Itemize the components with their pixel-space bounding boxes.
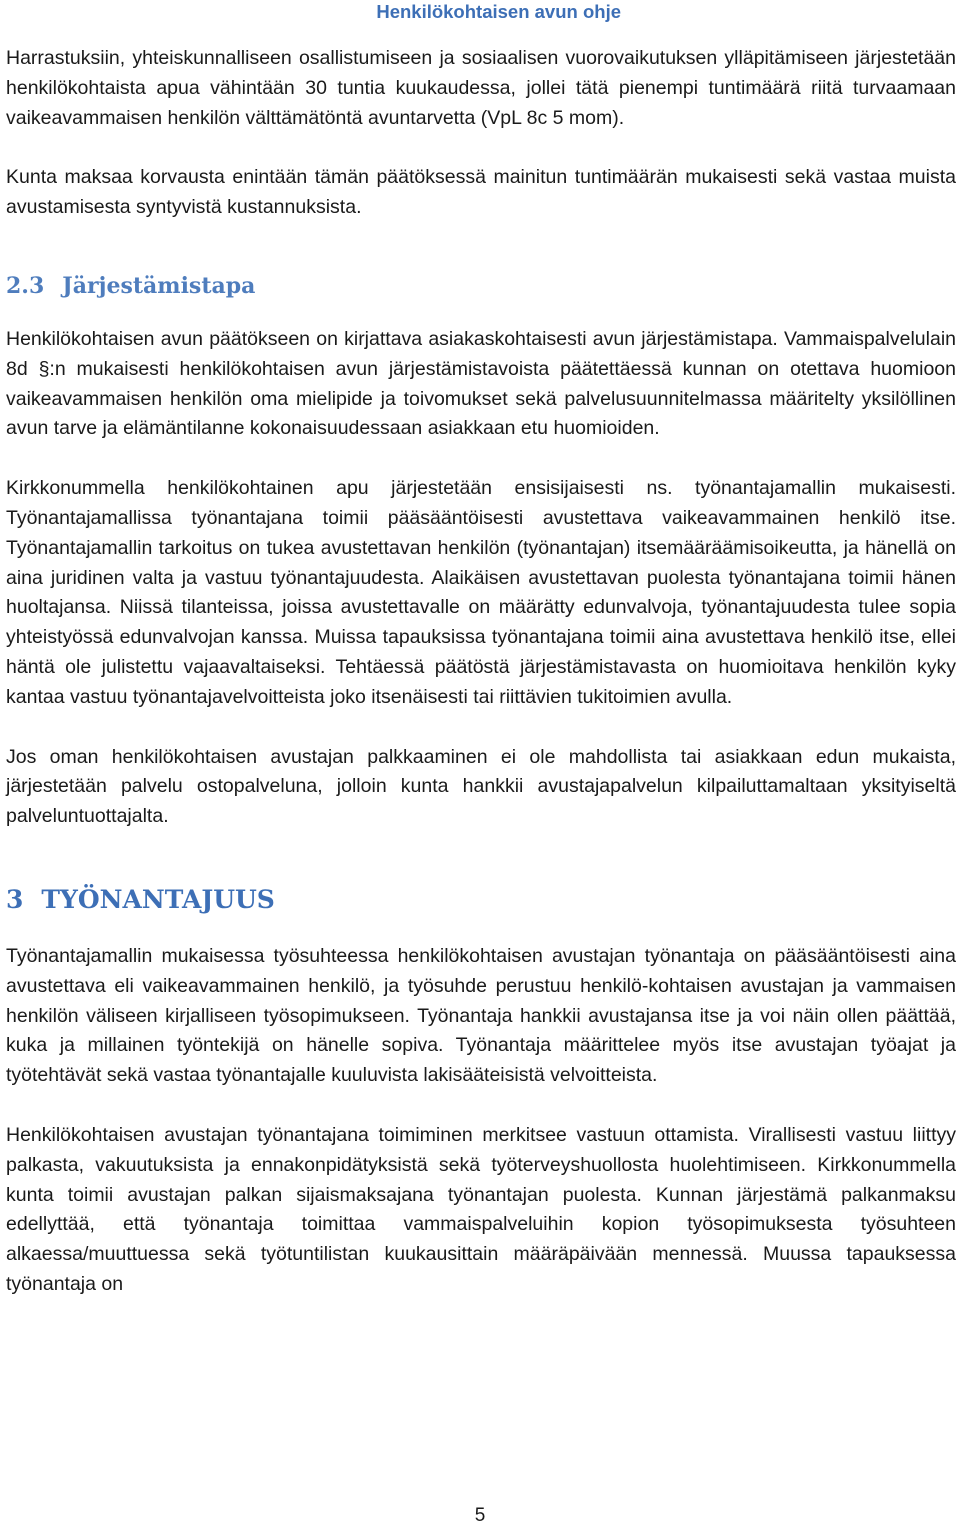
section-number: 2.3 xyxy=(6,272,45,299)
section-title: Järjestämistapa xyxy=(62,272,256,299)
section-number: 3 xyxy=(6,884,24,914)
section-heading-2-3 xyxy=(6,271,956,301)
paragraph-vastuu: Henkilökohtaisen avustajan työnantajana toimiminen merkitsee vastuun ottamista. Virallisesti vastuu liittyy palkasta, vakuutuksista ja ennakonpidätyksistä sekä työterveyshuollosta huolehtimiseen. Kirkkonummella kunta toimii avustajan palkan sijaismaksajana työnantajan puolesta. Kunnan järjestämä palkanmaksu edellyttää, että työnantaja toimittaa vammaispalveluihin kopion työsopimuksesta työsuhteen alkaessa/muuttuessa sekä työtuntilistan kuukausittain määräpäivään mennessä. Muussa tapauksessa työnantaja on xyxy=(6,1123,956,1295)
paragraph-kunta-maksaa: Kunta maksaa korvausta enintään tämän päätöksessä mainitun tuntimäärän mukaisesti sekä vastaa muista avustamisesta syntyvistä kustannuksista. xyxy=(6,166,956,219)
paragraph-harrastuksiin: Harrastuksiin, yhteiskunnalliseen osallistumiseen ja sosiaalisen vuorovaikutuksen ylläpitämiseen järjestetään henkilökohtaista apua vähintään 30 tuntia kuukaudessa, jollei tätä pienempi tuntimäärä riitä turvaamaan vaikeavammaisen henkilön välttämätöntä avuntarvetta (VpL 8c 5 mom). xyxy=(6,47,956,129)
document-page xyxy=(6,0,956,1300)
section-heading-3 xyxy=(6,884,956,916)
section-title: TYÖNANTAJUUS xyxy=(41,884,275,914)
paragraph-tyonantajamalli: Kirkkonummella henkilökohtainen apu järjestetään ensisijaisesti ns. työnantajamallin mukaisesti. Työnantajamallissa työnantajana toimii pääsääntöisesti avustettava vaikeavammainen henkilö itse. Työnantajamallin tarkoitus on tukea avustettavan henkilön (työnantajan) itsemääräämisoikeutta, ja hänellä on aina juridinen valta ja vastuu työnantajuudesta. Alaikäisen avustettavan puolesta työnantajana toimii hänen huoltajansa. Niissä tilanteissa, joissa avustettavalle on määrätty edunvalvoja, työnantajuudesta tulee sopia yhteistyössä edunvalvojan kanssa. Muissa tapauksissa työnantajana toimii aina avustettava henkilö itse, ellei häntä ole julistettu vajaavaltaiseksi. Tehtäessä päätöstä järjestämistavasta on huomioitava henkilön kyky kantaa vastuu työnantajavelvoitteista joko itsenäisesti tai riittävien tukitoimien avulla. xyxy=(6,477,956,708)
paragraph-jarjestamistapa: Henkilökohtaisen avun päätökseen on kirjattava asiakaskohtaisesti avun järjestämistapa. Vammaispalvelulain 8d §:n mukaisesti henkilökohtaisen avun järjestämistavoista päätettäessä kunnan on otettava huomioon vaikeavammaisen henkilön oma mielipide ja toivomukset sekä palvelusuunnitelmassa määritelty yksilöllinen avun tarve ja elämäntilanne kokonaisuudessaan asiakkaan etu huomioiden. xyxy=(6,327,956,440)
paragraph-ostopalvelu: Jos oman henkilökohtaisen avustajan palkkaaminen ei ole mahdollista tai asiakkaan edun mukaista, järjestetään palvelu ostopalveluna, jolloin kunta hankkii avustajapalvelun kilpailuttamaltaan yksityiseltä palveluntuottajalta. xyxy=(6,745,956,828)
paragraph-tyosuhde: Työnantajamallin mukaisessa työsuhteessa henkilökohtaisen avustajan työnantaja on pääsääntöisesti aina avustettava eli vaikeavammainen henkilö, ja työsuhde perustuu henkilö-kohtaisen avustajan ja vammaisen henkilön väliseen kirjalliseen työsopimukseen. Työnantaja hankkii avustajansa itse ja voi näin ollen päättää, kuka ja millainen työntekijä on hänelle sopiva. Työnantaja määrittelee myös itse avustajan työajat ja työtehtävät sekä vastaa työnantajalle kuuluvista lakisääteisistä velvoitteista. xyxy=(6,944,956,1087)
page-number: 5 xyxy=(474,1505,486,1526)
running-header: Henkilökohtaisen avun ohje xyxy=(376,1,621,22)
